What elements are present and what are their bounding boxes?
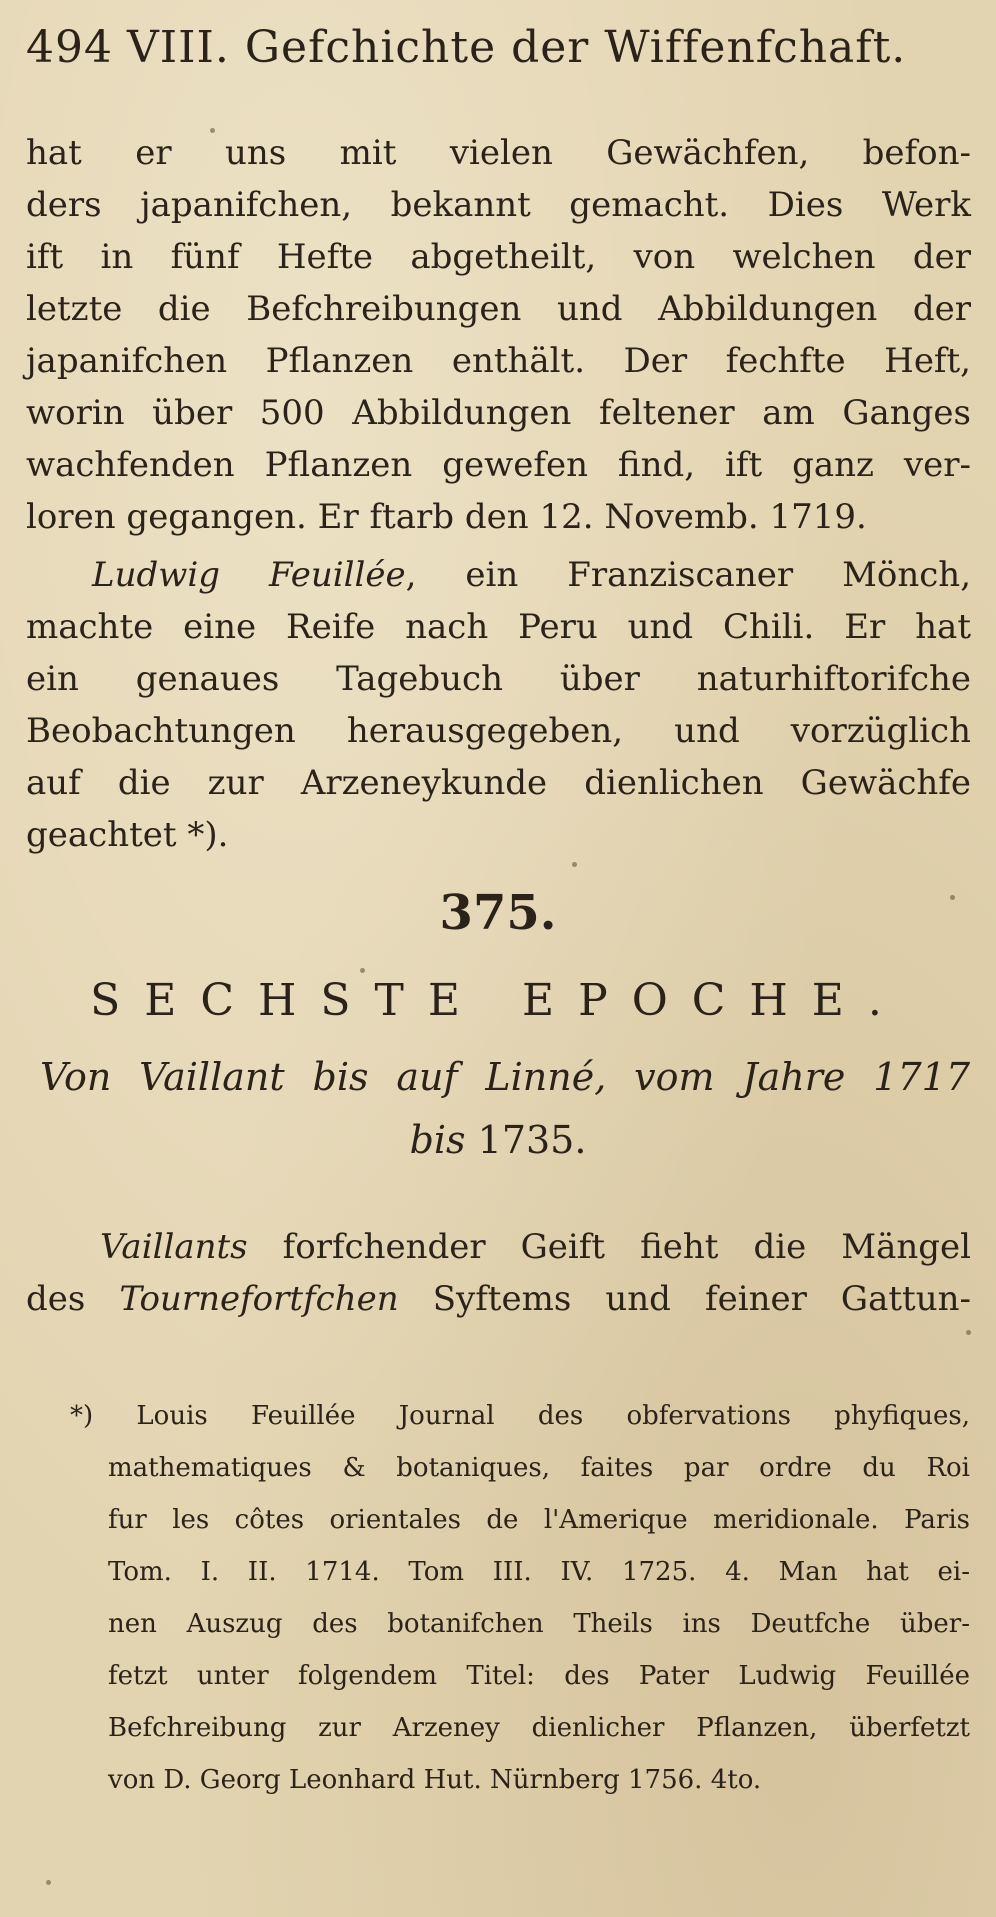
paper-speck [360,968,365,973]
body-line: worin über 500 Abbildungen feltener am Ganges [26,393,971,433]
body-line: des Tournefortfchen Syftems und feiner Gattun- [26,1279,971,1319]
paragraph-vaillant-start: Vaillants forfchender Geift fieht die Mängel [100,1227,971,1267]
body-line: japanifchen Pflanzen enthält. Der fechfte Heft, [26,341,971,381]
epoch-subtitle: Von Vaillant bis auf Linné, vom Jahre 1717 [40,1055,970,1099]
footnote-line: *) Louis Feuillée Journal des obfervations phyfiques, [70,1401,970,1431]
footnote-line: Tom. I. II. 1714. Tom III. IV. 1725. 4. Man hat ei- [108,1557,970,1587]
body-line: ders japanifchen, bekannt gemacht. Dies Werk [26,185,971,225]
epoch-subtitle-end: bis 1735. [409,1118,587,1162]
body-line: wachfenden Pflanzen gewefen find, ift ganz ver- [26,445,971,485]
body-line: hat er uns mit vielen Gewächfen, befon- [26,133,971,173]
paper-speck [210,128,215,133]
footnote-line: von D. Georg Leonhard Hut. Nürnberg 1756. 4to. [108,1765,762,1795]
footnote-line: Befchreibung zur Arzeney dienlicher Pflanzen, überfetzt [108,1713,970,1743]
body-line: ift in fünf Hefte abgetheilt, von welchen der [26,237,971,277]
body-line: letzte die Befchreibungen und Abbildungen der [26,289,971,329]
body-line: ein genaues Tagebuch über naturhiftorifche [26,659,971,699]
body-line: auf die zur Arzeneykunde dienlichen Gewächfe [26,763,971,803]
person-name: Ludwig Feuillée [92,555,406,595]
body-line: Beobachtungen herausgegeben, und vorzüglich [26,711,971,751]
paragraph-feuillee-start: Ludwig Feuillée, ein Franziscaner Mönch, [92,555,972,595]
paper-speck [950,895,955,900]
footnote-line: fur les côtes orientales de l'Amerique meridionale. Paris [108,1505,970,1535]
paper-speck [46,1880,51,1885]
body-line: machte eine Reife nach Peru und Chili. Er hat [26,607,971,647]
section-number: 375. [439,885,557,941]
paper-speck [966,1330,971,1335]
body-line: geachtet *). [26,815,229,855]
footnote-line: nen Auszug des botanifchen Theils ins Deutfche über- [108,1609,970,1639]
running-title: VIII. Gefchichte der Wiffenfchaft. [126,22,907,73]
epoch-heading: SECHSTE EPOCHE. [90,975,906,1026]
footnote-line: mathematiques & botaniques, faites par ordre du Roi [108,1453,970,1483]
footnote-line: fetzt unter folgendem Titel: des Pater Ludwig Feuillée [108,1661,970,1691]
page-number: 494 [26,22,113,73]
person-name: Vaillants [100,1227,248,1267]
running-header [26,22,976,73]
body-line: loren gegangen. Er ftarb den 12. Novemb. 1719. [26,497,867,537]
paper-speck [572,862,577,867]
